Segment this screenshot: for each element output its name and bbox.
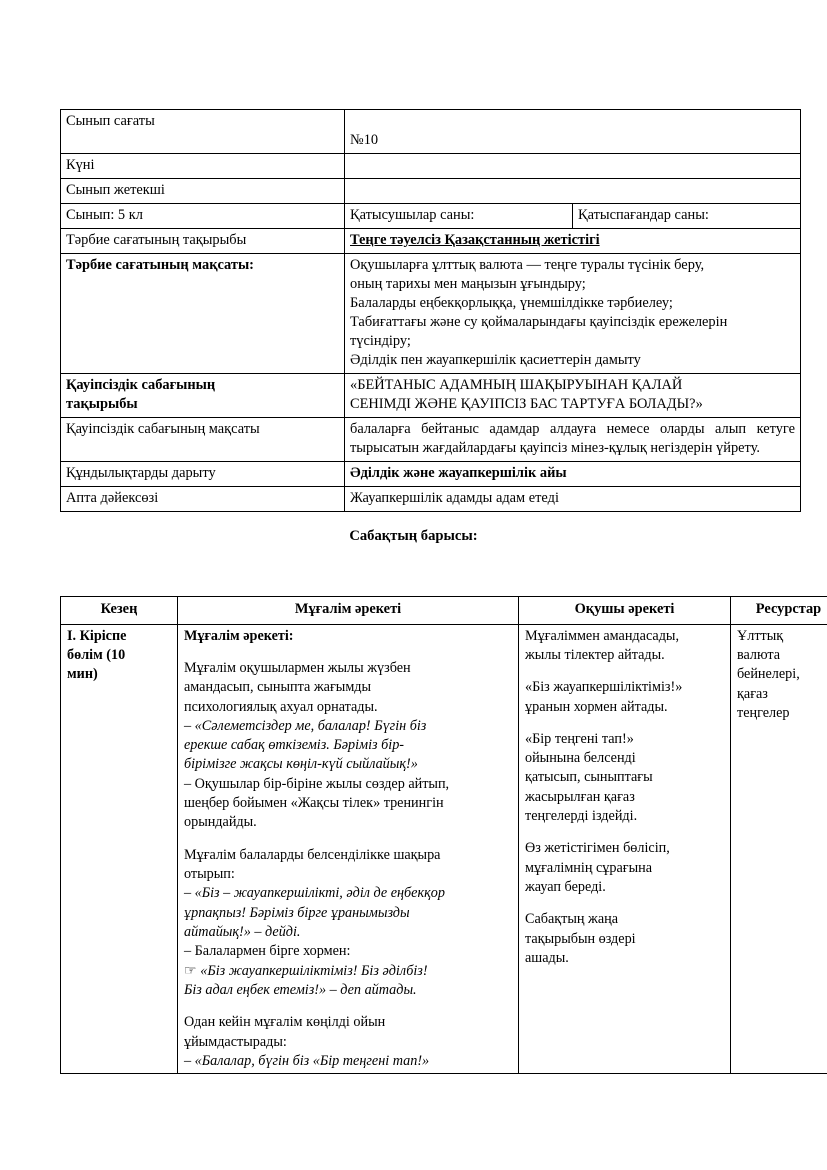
table-row	[61, 154, 801, 179]
teacher-line: ұйымдастырады:	[184, 1033, 287, 1050]
meta-value-date	[345, 154, 801, 179]
column-header-stage: Кезең	[61, 597, 178, 625]
teacher-quote-line: – «Балалар, бүгін біз «Бір теңгені тап!»	[184, 1052, 430, 1069]
meta-value-class-teacher	[345, 179, 801, 204]
safety-topic-line: «БЕЙТАНЫС АДАМНЫҢ ШАҚЫРУЫНАН ҚАЛАЙ	[350, 377, 683, 394]
safety-topic-label-line: Қауіпсіздік сабағының	[66, 377, 216, 394]
meta-label-grade: Сынып: 5 кл	[61, 204, 345, 229]
cell-stage	[61, 624, 178, 1074]
meta-value-values: Әділдік және жауапкершілік айы	[345, 462, 801, 487]
teacher-chant-line	[184, 962, 513, 981]
meta-value-lesson-topic: Теңге тәуелсіз Қазақстанның жетістігі	[345, 229, 801, 254]
teacher-line: шеңбер бойымен «Жақсы тілек» тренингін	[184, 795, 444, 812]
student-line: ашады.	[525, 949, 569, 966]
student-line: тақырыбын өздері	[525, 930, 636, 947]
teacher-line: амандасып, сыныпта жағымды	[184, 679, 372, 696]
meta-value-week-quote: Жауапкершілік адамды адам етеді	[345, 487, 801, 512]
safety-topic-label-line: тақырыбы	[66, 396, 138, 413]
safety-topic-line: СЕНІМДІ ЖӘНЕ ҚАУІПСІЗ БАС ТАРТУҒА БОЛАДЫ?»	[350, 396, 703, 413]
goal-line: Табиғаттағы және су қоймаларындағы қауіпсіздік ережелерін	[350, 314, 728, 331]
column-header-teacher-activity: Мұғалім әрекеті	[178, 597, 519, 625]
resource-line: бейнелері,	[737, 666, 800, 683]
table-row	[61, 229, 801, 254]
cell-student-activity	[519, 624, 731, 1074]
teacher-line: Мұғалім оқушылармен жылы жүзбен	[184, 659, 411, 676]
stage-line: бөлім (10	[67, 646, 126, 663]
cell-teacher-activity	[178, 624, 519, 1074]
teacher-quote-line: ерекше сабақ өткіземіз. Бәріміз бір-	[184, 737, 405, 754]
student-line: жылы тілектер айтады.	[525, 646, 665, 663]
student-line: «Біз жауапкершіліктіміз!»	[525, 679, 683, 696]
table-row	[61, 374, 801, 418]
meta-value-attendees: Қатысушылар саны:	[345, 204, 573, 229]
table-row	[61, 487, 801, 512]
meta-label-values: Құндылықтарды дарыту	[61, 462, 345, 487]
meta-value-safety-topic	[345, 374, 801, 418]
goal-line: Оқушыларға ұлттық валюта — теңге туралы түсінік беру,	[350, 257, 705, 274]
meta-label-class-hour: Сынып сағаты	[61, 110, 345, 154]
teacher-chant-text: «Біз жауапкершіліктіміз! Біз әділбіз!	[200, 962, 428, 979]
blank-line	[350, 112, 795, 131]
table-row	[61, 624, 827, 1074]
meta-label-week-quote: Апта дәйексөзі	[61, 487, 345, 512]
student-line: Мұғаліммен амандасады,	[525, 627, 680, 644]
meta-label-lesson-goal: Тәрбие сағатының мақсаты:	[61, 254, 345, 374]
teacher-quote-line: – «Біз – жауапкершілікті, әділ де еңбекқор	[184, 885, 445, 902]
meta-label-class-teacher: Сынып жетекші	[61, 179, 345, 204]
goal-line: Балаларды еңбекқорлыққа, үнемшілдікке тәрбиелеу;	[350, 295, 673, 312]
cell-resources	[731, 624, 827, 1074]
teacher-quote-line: ұрпақпыз! Бәріміз бірге ұранымызды	[184, 904, 410, 921]
table-row	[61, 462, 801, 487]
teacher-line: психологиялық ахуал орнатады.	[184, 698, 378, 715]
student-line: Өз жетістігімен бөлісіп,	[525, 840, 670, 857]
goal-line: түсіндіру;	[350, 333, 411, 350]
resource-line: қағаз	[737, 685, 768, 702]
student-line: жауап береді.	[525, 879, 606, 896]
lesson-flow-heading: Сабақтың барысы:	[349, 528, 478, 544]
resource-line: теңгелер	[737, 704, 790, 721]
table-row	[61, 254, 801, 374]
student-line: мұғалімнің сұрағына	[525, 859, 653, 876]
meta-value-safety-goal: балаларға бейтаныс адамдар алдауға немесе оларды алып кетуге тырысатын жағдайлардағы қауіпсіз мінез-құлық негіздерін үйрету.	[345, 418, 801, 462]
student-line: теңгелерді іздейді.	[525, 808, 638, 825]
column-header-student-activity: Оқушы әрекеті	[519, 597, 731, 625]
table-row	[61, 179, 801, 204]
goal-line: оның тарихы мен маңызын ұғындыру;	[350, 276, 586, 293]
meta-label-date: Күні	[61, 154, 345, 179]
student-line: жасырылған қағаз	[525, 788, 635, 805]
teacher-line: орындайды.	[184, 814, 257, 831]
teacher-chant-line: Біз адал еңбек етеміз!» – деп айтады.	[184, 981, 417, 998]
resource-line: валюта	[737, 646, 781, 663]
student-line: ұранын хормен айтады.	[525, 698, 668, 715]
teacher-line: – Оқушылар бір-біріне жылы сөздер айтып,	[184, 775, 450, 792]
teacher-quote-line: бірімізге жақсы көңіл-күй сыйлайық!»	[184, 756, 418, 773]
stage-line: I. Кіріспе	[67, 627, 127, 644]
meta-value-lesson-goal	[345, 254, 801, 374]
teacher-line: – Балалармен бірге хормен:	[184, 943, 351, 960]
stage-line: мин)	[67, 666, 98, 683]
teacher-quote-line: айтайық!» – дейді.	[184, 923, 301, 940]
meta-label-safety-goal: Қауіпсіздік сабағының мақсаты	[61, 418, 345, 462]
teacher-line: отырып:	[184, 866, 235, 883]
class-hour-number: №10	[350, 132, 379, 148]
resource-line: Ұлттық	[737, 627, 784, 644]
table-row	[61, 418, 801, 462]
teacher-line: Одан кейін мұғалім көңілді ойын	[184, 1014, 386, 1031]
table-header-row	[61, 597, 827, 625]
meta-value-absentees: Қатыспағандар саны:	[573, 204, 801, 229]
table-row	[61, 110, 801, 154]
student-line: «Бір теңгені тап!»	[525, 730, 634, 747]
teacher-heading: Мұғалім әрекеті:	[184, 627, 294, 644]
meta-label-safety-topic	[61, 374, 345, 418]
student-line: ойынына белсенді	[525, 750, 636, 767]
student-line: Сабақтың жаңа	[525, 911, 619, 928]
column-header-resources: Ресурстар	[731, 597, 827, 625]
pointing-hand-icon: ☞	[184, 962, 197, 979]
table-row	[61, 204, 801, 229]
meta-label-lesson-topic: Тәрбие сағатының тақырыбы	[61, 229, 345, 254]
lesson-flow-table	[60, 596, 827, 1074]
lesson-meta-table	[60, 109, 801, 512]
meta-value-class-hour	[345, 110, 801, 154]
student-line: қатысып, сыныптағы	[525, 769, 653, 786]
goal-line: Әділдік пен жауапкершілік қасиеттерін дамыту	[350, 352, 641, 369]
teacher-quote-line: – «Сәлеметсіздер ме, балалар! Бүгін біз	[184, 717, 427, 734]
teacher-line: Мұғалім балаларды белсенділікке шақыра	[184, 846, 441, 863]
